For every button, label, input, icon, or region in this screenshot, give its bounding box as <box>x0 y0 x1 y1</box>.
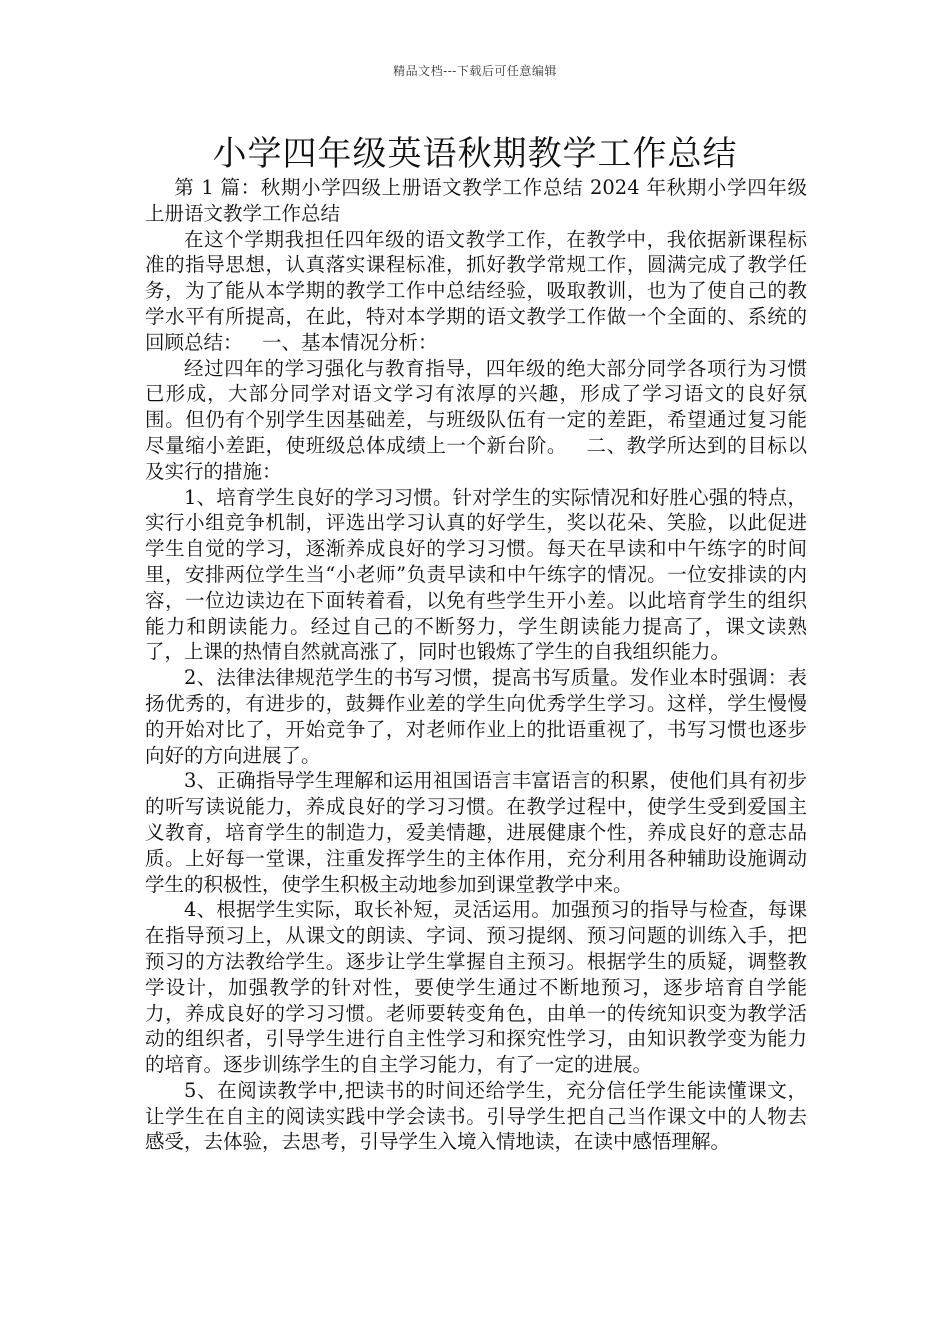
body-paragraph-measure-5: 5、在阅读教学中,把读书的时间还给学生，充分信任学生能读懂课文，让学生在自主的阅读实践中学会读书。引导学生把自己当作课文中的人物去感受，去体验，去思考，引导学生入境入情地读，在读中感悟理解。 <box>145 1078 807 1154</box>
document-title: 小学四年级英语秋期教学工作总结 <box>212 134 738 174</box>
body-paragraph-measure-3: 3、正确指导学生理解和运用祖国语言丰富语言的积累，使他们具有初步的听写读说能力，养成良好的学习习惯。在教学过程中，使学生受到爱国主义教育，培育学生的制造力，爱美情趣，进展健康个性，养成良好的意志品质。上好每一堂课，注重发挥学生的主体作用，充分利用各种辅助设施调动学生的积极性，使学生积极主动地参加到课堂教学中来。 <box>145 769 807 896</box>
intro-text: 在这个学期我担任四年级的语文教学工作，在教学中，我依据新课程标准的指导思想，认真落实课程标准，抓好教学常规工作，圆满完成了教学任务，为了能从本学期的教学工作中总结经验，吸取教训，也为了使自己的教学水平有所提高，在此，特对本学期的语文教学工作做一个全面的、系统的回顾总结： <box>145 227 807 354</box>
document-body <box>145 175 807 1155</box>
chapter-heading-paragraph: 第 1 篇：秋期小学四级上册语文教学工作总结 2024 年秋期小学四年级上册语文教学工作总结 <box>145 176 807 225</box>
body-paragraph-measure-2: 2、法律法律规范学生的书写习惯，提高书写质量。发作业本时强调：表扬优秀的，有进步的，鼓舞作业差的学生向优秀学生学习。这样，学生慢慢的开始对比了，开始竞争了，对老师作业上的批语重视了，书写习惯也逐步向好的方向进展了。 <box>145 666 807 767</box>
section-heading-2: 二、教学所达到的目标以及实行的措施： <box>145 433 807 483</box>
header-note: 精品文档---下载后可任意编辑 <box>393 64 557 78</box>
body-paragraph-measure-4: 4、根据学生实际，取长补短，灵活运用。加强预习的指导与检查，每课在指导预习上，从课文的朗读、字词、预习提纲、预习问题的训练入手，把预习的方法教给学生。逐步让学生掌握自主预习。根据学生的质疑，调整教学设计，加强教学的针对性，要使学生通过不断地预习，逐步培育自学能力，养成良好的学习习惯。老师要转变角色，由单一的传统知识变为教学活动的组织者，引导学生进行自主性学习和探究性学习，由知识教学变为能力的培育。逐步训练学生的自主学习能力，有了一定的进展。 <box>145 898 807 1077</box>
body-paragraph-situation <box>145 356 807 485</box>
body-paragraph-intro <box>145 227 807 356</box>
section-heading-1: 一、基本情况分析： <box>262 330 438 354</box>
body-paragraph-measure-1: 1、培育学生良好的学习习惯。针对学生的实际情况和好胜心强的特点，实行小组竞争机制，评选出学习认真的好学生，奖以花朵、笑脸，以此促进学生自觉的学习，逐渐养成良好的学习习惯。每天在早读和中午练字的时间里，安排两位学生当“小老师”负责早读和中午练字的情况。一位安排读的内容，一位边读边在下面转着看，以免有些学生开小差。以此培育学生的组织能力和朗读能力。经过自己的不断努力，学生朗读能力提高了，课文读熟了，上课的热情自然就高涨了，同时也锻炼了学生的自我组织能力。 <box>145 485 807 664</box>
situation-text: 经过四年的学习强化与教育指导，四年级的绝大部分同学各项行为习惯已形成，大部分同学对语文学习有浓厚的兴趣，形成了学习语文的良好氛围。但仍有个别学生因基础差，与班级队伍有一定的差距，希望通过复习能尽量缩小差距，使班级总体成绩上一个新台阶。 <box>145 356 807 457</box>
